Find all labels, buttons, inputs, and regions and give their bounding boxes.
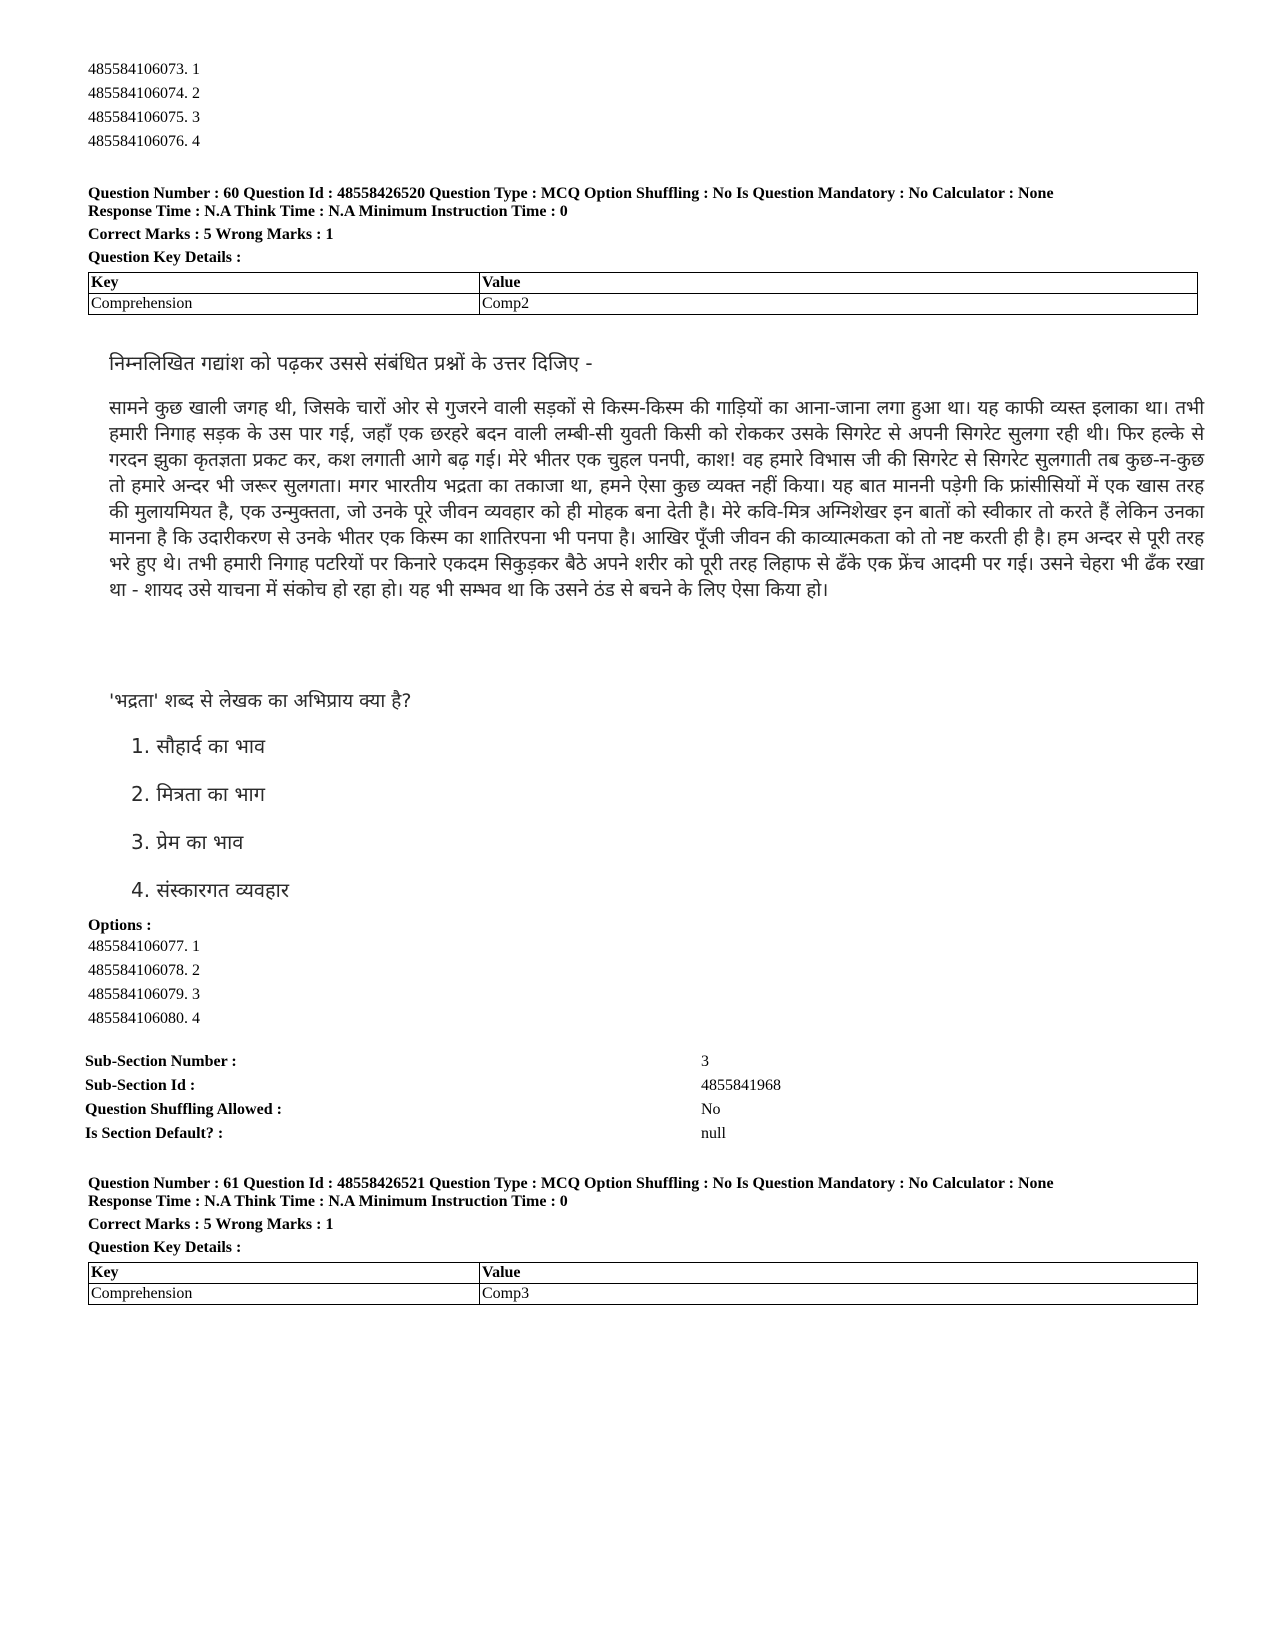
answer-choice: 4. संस्कारगत व्यवहार [131, 878, 290, 902]
option-id: 485584106073. 1 [88, 61, 200, 78]
options-label: Options : [88, 917, 152, 934]
subsection-label: Sub-Section Id : [85, 1077, 196, 1094]
subsection-label: Sub-Section Number : [85, 1053, 237, 1070]
table-header-row [89, 273, 1198, 294]
question-text: 'भद्रता' शब्द से लेखक का अभिप्राय क्या है? [109, 690, 412, 712]
passage-instruction: निम्नलिखित गद्यांश को पढ़कर उससे संबंधित प्रश्नों के उत्तर दिजिए - [109, 351, 593, 375]
subsection-row [85, 1122, 1185, 1146]
key-cell: Comprehension [89, 1284, 480, 1305]
value-cell: Comp3 [480, 1284, 1198, 1305]
answer-choice: 3. प्रेम का भाव [131, 830, 244, 854]
option-id: 485584106078. 2 [88, 962, 200, 979]
options-list [88, 935, 200, 1031]
q61-header-line2: Response Time : N.A Think Time : N.A Minimum Instruction Time : 0 [88, 1193, 568, 1210]
key-header: Key [89, 1263, 480, 1284]
subsection-label: Question Shuffling Allowed : [85, 1101, 282, 1118]
subsection-row [85, 1098, 1185, 1122]
option-id: 485584106074. 2 [88, 85, 200, 102]
option-id: 485584106079. 3 [88, 986, 200, 1003]
value-header: Value [480, 1263, 1198, 1284]
subsection-row [85, 1050, 1185, 1074]
subsection-value: 4855841968 [701, 1077, 781, 1094]
q60-key-table [88, 272, 1198, 315]
subsection-details [85, 1050, 1185, 1146]
q61-key-details-label: Question Key Details : [88, 1239, 242, 1256]
key-header: Key [89, 273, 480, 294]
option-id: 485584106080. 4 [88, 1010, 200, 1027]
q60-marks: Correct Marks : 5 Wrong Marks : 1 [88, 226, 334, 243]
answer-choices [131, 733, 289, 925]
subsection-row [85, 1074, 1185, 1098]
comprehension-passage: सामने कुछ खाली जगह थी, जिसके चारों ओर से गुजरने वाली सड़कों से किस्म-किस्म की गाड़ियों का आना-जाना लगा हुआ था। यह काफी व्यस्त इलाका था। तभी हमारी निगाह सड़क के उस पार गई, जहाँ एक छरहरे बदन वाली लम्बी-सी युवती किसी को रोककर उसके सिगरेट से अपनी सिगरेट सुलगा रही थी। फिर हल्के से गरदन झुका कृतज्ञता प्रकट कर, कश लगाती आगे बढ़ गई। मेरे भीतर एक चुहल पनपी, काश! वह हमारे विभास जी की सिगरेट से सिगरेट सुलगाती तब कुछ-न-कुछ तो हमारे अन्दर भी जरूर सुलगता। मगर भारतीय भद्रता का तकाजा था, हमने ऐसा कुछ व्यक्त नहीं किया। यह बात माननी पड़ेगी कि फ्रांसीसियों में एक खास तरह की मुलायमियत है, एक उन्मुक्तता, जो उनके पूरे जीवन व्यवहार को ही मोहक बना देती है। मेरे कवि-मित्र अग्निशेखर इन बातों को स्वीकार तो करते हैं लेकिन उनका मानना है कि उदारीकरण से उनके भीतर एक किस्म का शातिरपना भी पनपा है। आखिर पूँजी जीवन की काव्यात्मकता को तो नष्ट करती ही है। हम अन्दर से पूरी तरह भरे हुए थे। तभी हमारी निगाह पटरियों पर किनारे एकदम सिकुड़कर बैठे अपने शरीर को पूरी तरह लिहाफ से ढँके एक फ्रेंच आदमी पर गई। उसने चेहरा भी ढँक रखा था - शायद उसे याचना में संकोच हो रहा हो। यह भी सम्भव था कि उसने ठंड से बचने के लिए ऐसा किया हो। [109, 397, 1204, 601]
q61-header-line1: Question Number : 61 Question Id : 48558426521 Question Type : MCQ Option Shuffling : No Is Question Mandatory : No Calculator : None [88, 1175, 1054, 1192]
subsection-value: null [701, 1125, 726, 1142]
key-cell: Comprehension [89, 294, 480, 315]
q60-header-line2: Response Time : N.A Think Time : N.A Minimum Instruction Time : 0 [88, 203, 568, 220]
table-row [89, 294, 1198, 315]
subsection-value: No [701, 1101, 721, 1118]
q60-key-details-label: Question Key Details : [88, 249, 242, 266]
option-id: 485584106075. 3 [88, 109, 200, 126]
subsection-label: Is Section Default? : [85, 1125, 224, 1142]
q60-header-line1: Question Number : 60 Question Id : 48558426520 Question Type : MCQ Option Shuffling : No Is Question Mandatory : No Calculator : None [88, 185, 1054, 202]
subsection-value: 3 [701, 1053, 709, 1070]
previous-options-list [88, 58, 200, 154]
value-cell: Comp2 [480, 294, 1198, 315]
option-id: 485584106077. 1 [88, 938, 200, 955]
answer-choice: 2. मित्रता का भाग [131, 782, 265, 806]
value-header: Value [480, 273, 1198, 294]
answer-choice: 1. सौहार्द का भाव [131, 734, 266, 758]
table-header-row [89, 1263, 1198, 1284]
q61-key-table [88, 1262, 1198, 1305]
option-id: 485584106076. 4 [88, 133, 200, 150]
q61-marks: Correct Marks : 5 Wrong Marks : 1 [88, 1216, 334, 1233]
table-row [89, 1284, 1198, 1305]
